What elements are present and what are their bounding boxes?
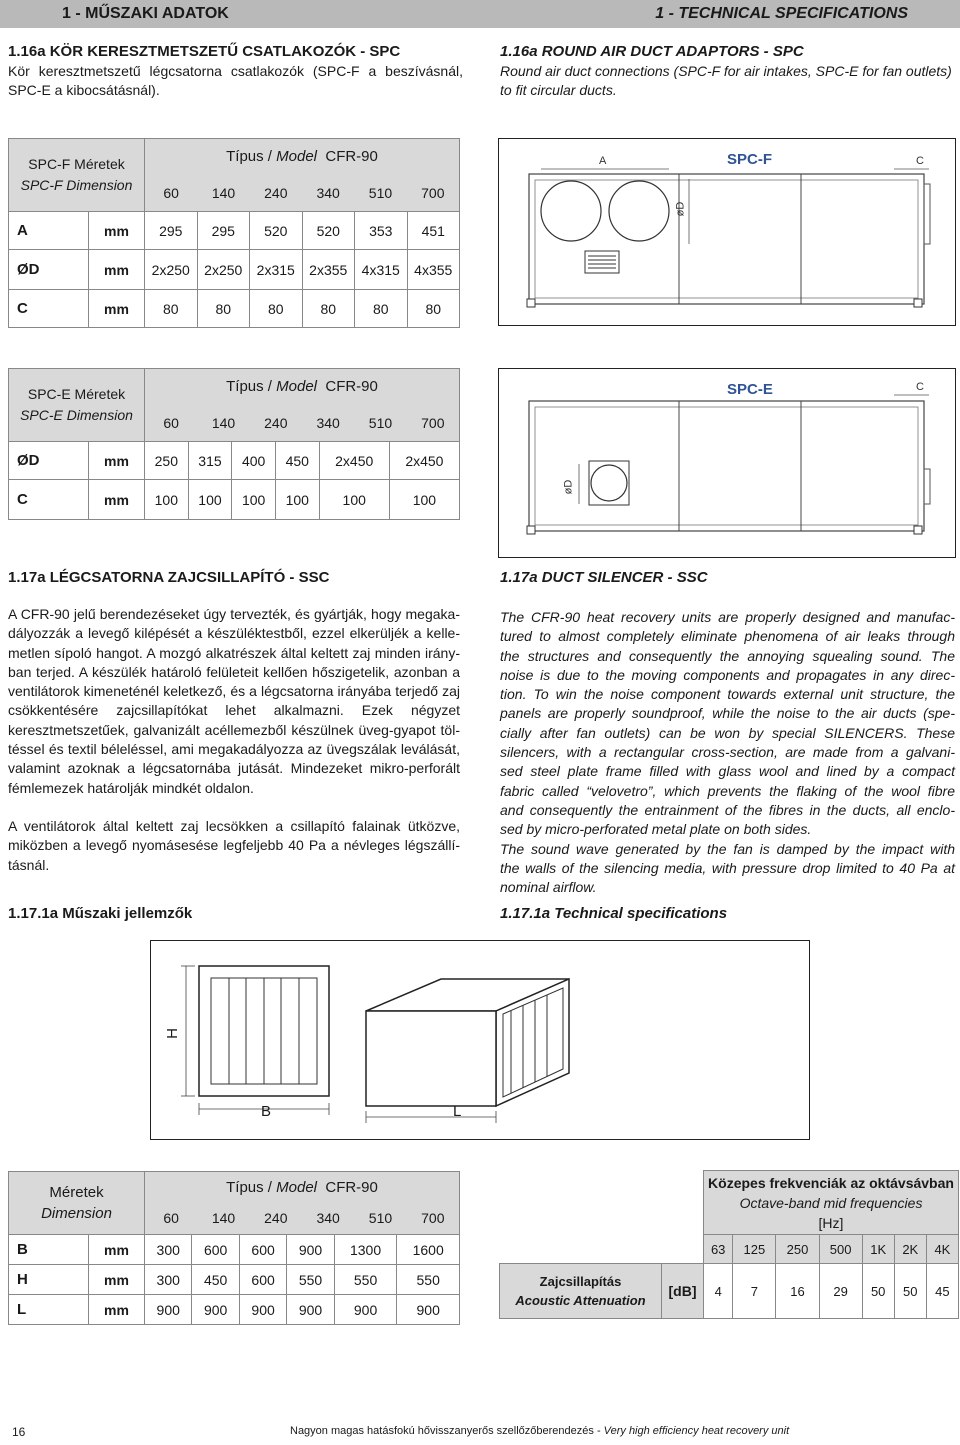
- dim-h-label: H: [163, 1028, 181, 1039]
- sec16-hu-line1: Kör keresztmetszetű légcsatorna csatlakozók (SPC-F a beszívásnál,: [8, 63, 463, 79]
- spce-tipus: Típus /: [226, 378, 272, 395]
- table-cell: 900: [192, 1295, 239, 1325]
- footer-en: Very high efficiency heat recovery unit: [603, 1425, 790, 1437]
- atten-value-row: [500, 1264, 959, 1319]
- spcf-table: [8, 138, 460, 328]
- text-line: csökkentésére zajcsillapítókat lehet alkalmazni. Ezek négyzet: [8, 702, 460, 719]
- page-number: 16: [12, 1425, 26, 1439]
- atten-label-hu: Zajcsillapítás: [539, 1274, 622, 1289]
- header-title-en: 1 - TECHNICAL SPECIFICATIONS: [655, 5, 908, 22]
- sec16-en-line2: to fit circular ducts.: [500, 82, 617, 99]
- spcf-hdr-en: SPC-F Dimension: [20, 177, 133, 193]
- text-line: metlen sípoló hangot. A mozgó alkatrészek által keltett zaj minden irány-: [8, 644, 460, 661]
- freq-cell: 250: [776, 1235, 819, 1264]
- text-line: fabric called “velovetro”, which prevents the flaking of the wool fibre: [500, 782, 955, 799]
- table-cell: 300: [145, 1265, 192, 1295]
- spcf-diagram: [498, 138, 956, 326]
- row-label: A: [9, 212, 89, 250]
- text-line: A CFR-90 jelű berendezéseket úgy tervezték, és gyártják, hogy megaka-: [8, 606, 460, 622]
- text-line: noise is due to the moving components and propagates in any direc-: [500, 666, 955, 683]
- spcf-model-cell: 140: [211, 185, 236, 201]
- row-label: C: [9, 480, 89, 520]
- table-cell: 80: [302, 290, 355, 328]
- row-unit: mm: [89, 250, 145, 290]
- dim-b-label: B: [261, 1103, 272, 1120]
- table-cell: 2x250: [145, 250, 198, 290]
- row-label: B: [9, 1235, 89, 1265]
- spce-model-cell: 510: [368, 415, 393, 431]
- spcf-row-a: [9, 212, 460, 250]
- dim-l-label: L: [453, 1103, 462, 1120]
- dim-od-label: øD: [562, 479, 575, 495]
- ssc-model-cell: 140: [211, 1210, 236, 1226]
- spce-table-corner: [9, 369, 145, 442]
- table-cell: 100: [188, 480, 232, 520]
- atten-cell: 45: [926, 1264, 958, 1319]
- table-cell: 100: [145, 480, 189, 520]
- spce-series: CFR-90: [325, 378, 378, 395]
- freq-cell: 500: [819, 1235, 862, 1264]
- table-cell: 900: [397, 1295, 460, 1325]
- ssc-tipus: Típus /: [226, 1179, 272, 1196]
- table-cell: 900: [145, 1295, 192, 1325]
- dim-a-label: A: [599, 155, 607, 167]
- spcf-row-c: [9, 290, 460, 328]
- spce-model-cell: 140: [211, 415, 236, 431]
- row-unit: mm: [89, 1265, 145, 1295]
- ssc-model: Model: [276, 1179, 318, 1196]
- atten-cell: 4: [704, 1264, 733, 1319]
- spcf-model-header: [145, 139, 460, 212]
- footer-hu: Nagyon magas hatásfokú hővisszanyerős szellőzőberendezés -: [290, 1425, 604, 1437]
- spcf-tipus: Típus /: [226, 148, 272, 165]
- table-cell: 900: [287, 1235, 334, 1265]
- freq-cell: 4K: [926, 1235, 958, 1264]
- attenuation-table: [499, 1170, 959, 1319]
- table-cell: 80: [355, 290, 408, 328]
- table-cell: 450: [192, 1265, 239, 1295]
- text-line: tured to almost completely eliminate phenomena of air leaks through: [500, 628, 955, 645]
- text-line: téssel és textil béleléssel, ami megakadályozza az üvegszálak leválását,: [8, 741, 460, 758]
- table-cell: 451: [407, 212, 460, 250]
- sec16-text-en: [500, 62, 955, 101]
- spce-diagram: [498, 368, 956, 558]
- text-line: the structures and consequently the annoying squealing sound. The: [500, 647, 955, 664]
- spce-model-cell: 60: [163, 415, 179, 431]
- spce-model-title: [145, 369, 459, 405]
- table-cell: 250: [145, 442, 189, 480]
- atten-hdr-hu: Közepes frekvenciák az oktávsávban: [708, 1174, 954, 1191]
- footer-text: [290, 1425, 789, 1437]
- table-cell: 80: [250, 290, 303, 328]
- text-line: tion. To win the noise component towards external unit structure, the: [500, 686, 955, 703]
- atten-hdr-en: Octave-band mid frequencies: [739, 1194, 923, 1211]
- spcf-model-title: [145, 139, 459, 175]
- text-line: The CFR-90 heat recovery units are properly designed and manufac-: [500, 609, 955, 625]
- text-line: nominal airflow.: [500, 879, 597, 896]
- sec17-text-hu: [8, 605, 460, 875]
- ssc-model-cell: 510: [368, 1210, 393, 1226]
- text-line: fémlemezek határolják mindkét oldalon.: [8, 779, 254, 796]
- row-unit: mm: [89, 290, 145, 328]
- text-line: panels are properly soundproof, while the noise to the air ducts (spe-: [500, 705, 955, 722]
- spcf-model: Model: [276, 148, 318, 165]
- table-cell: 900: [287, 1295, 334, 1325]
- atten-cell: 7: [733, 1264, 776, 1319]
- text-line: ban terjed. A készülék határoló felületeit kellően hőszigetelik, azonban a: [8, 663, 460, 680]
- ssc-series: CFR-90: [325, 1179, 378, 1196]
- row-label: C: [9, 290, 89, 328]
- ssc-hdr-hu: Méretek: [49, 1184, 104, 1201]
- spcf-table-corner: [9, 139, 145, 212]
- spcf-diagram-title: SPC-F: [727, 151, 772, 168]
- freq-cell: 1K: [862, 1235, 894, 1264]
- table-cell: 600: [192, 1235, 239, 1265]
- silencer-drawing: [150, 940, 810, 1140]
- table-cell: 900: [239, 1295, 286, 1325]
- table-cell: 353: [355, 212, 408, 250]
- atten-blank: [662, 1171, 704, 1264]
- dim-c-label: C: [916, 155, 924, 167]
- spce-row-c: [9, 480, 460, 520]
- row-label: ØD: [9, 250, 89, 290]
- ssc-model-cell: 60: [163, 1210, 179, 1226]
- freq-cell: 125: [733, 1235, 776, 1264]
- table-cell: 80: [407, 290, 460, 328]
- table-cell: 300: [145, 1235, 192, 1265]
- ssc-model-cell: 340: [316, 1210, 340, 1226]
- spcf-model-cell: 240: [264, 185, 288, 201]
- atten-cell: 16: [776, 1264, 819, 1319]
- spcf-row-d: [9, 250, 460, 290]
- table-cell: 900: [334, 1295, 397, 1325]
- atten-header: [704, 1171, 959, 1235]
- text-line: keresztmetszetűek, galvanizált acéllemezből készülnek üveg-gyapot töl-: [8, 721, 460, 738]
- text-line: the walls of the silencing media, with pressure drop limited to 40 Pa at: [500, 859, 955, 876]
- sec17-title-hu: 1.17a LÉGCSATORNA ZAJCSILLAPÍTÓ - SSC: [8, 569, 330, 586]
- atten-unit: [dB]: [662, 1264, 704, 1319]
- spce-diagram-title: SPC-E: [727, 381, 773, 398]
- table-cell: 315: [188, 442, 232, 480]
- spcf-model-cell: 60: [163, 185, 179, 201]
- ssc-model-title: [145, 1172, 459, 1203]
- sec16-text-hu: [8, 62, 463, 101]
- spce-model: Model: [276, 378, 318, 395]
- text-line: sed by micro-perforated metal plate on both sides.: [500, 821, 812, 838]
- ssc-row-h: [9, 1265, 460, 1295]
- text-line: tásnál.: [8, 856, 50, 873]
- atten-label: [500, 1264, 662, 1319]
- spce-model-cell: 700: [421, 415, 445, 431]
- atten-blank: [500, 1171, 662, 1264]
- table-cell: 100: [275, 480, 319, 520]
- table-cell: 100: [389, 480, 459, 520]
- table-cell: 600: [239, 1265, 286, 1295]
- dim-c-label: C: [916, 381, 924, 393]
- table-cell: 1600: [397, 1235, 460, 1265]
- ssc-hdr-en: Dimension: [41, 1205, 112, 1222]
- spcf-model-cell: 700: [421, 185, 445, 201]
- spce-model-cell: 240: [264, 415, 288, 431]
- table-cell: 2x450: [389, 442, 459, 480]
- atten-label-en: Acoustic Attenuation: [515, 1293, 646, 1308]
- table-cell: 550: [397, 1265, 460, 1295]
- spcf-model-cell: 510: [368, 185, 393, 201]
- text-line: A ventilátorok által keltett zaj lecsökken a csillapító falainak ütközve,: [8, 817, 460, 834]
- table-cell: 2x250: [197, 250, 250, 290]
- sec16-title-en: 1.16a ROUND AIR DUCT ADAPTORS - SPC: [500, 43, 804, 60]
- text-line: silencers, with a rectangular cross-section, are made from a galvani-: [500, 744, 955, 761]
- table-cell: 550: [287, 1265, 334, 1295]
- spce-model-row: [145, 405, 459, 441]
- table-cell: 520: [250, 212, 303, 250]
- spce-model-header: [145, 369, 460, 442]
- ssc-row-l: [9, 1295, 460, 1325]
- row-unit: mm: [89, 212, 145, 250]
- text-line: miközben a levegő nyomásesése legfeljebb 40 Pa a névleges légszállí-: [8, 837, 460, 854]
- spce-row-d: [9, 442, 460, 480]
- ssc-row-b: [9, 1235, 460, 1265]
- table-cell: 450: [275, 442, 319, 480]
- sec17-sub-hu: 1.17.1a Műszaki jellemzők: [8, 905, 193, 922]
- ssc-table: [8, 1171, 460, 1325]
- sec17-text-en: [500, 608, 955, 897]
- text-line: sed steel plate frame filled with glass wool and lined by a compact: [500, 763, 955, 780]
- table-cell: 80: [197, 290, 250, 328]
- dim-od-label: øD: [674, 201, 687, 217]
- atten-hdr-hz: [Hz]: [818, 1214, 844, 1231]
- atten-cell: 29: [819, 1264, 862, 1319]
- spce-hdr-hu: SPC-E Méretek: [27, 386, 126, 402]
- table-cell: 2x315: [250, 250, 303, 290]
- text-line: dályozzák a levegő kilépését a készüléktestből, ezzel elkerüljék a kelle-: [8, 625, 460, 642]
- spce-table: [8, 368, 460, 520]
- header-title-hu: 1 - MŰSZAKI ADATOK: [62, 5, 229, 22]
- table-cell: 100: [319, 480, 389, 520]
- table-cell: 400: [232, 442, 276, 480]
- silencer-svg: [151, 941, 808, 1138]
- table-cell: 600: [239, 1235, 286, 1265]
- ssc-model-row: [145, 1203, 459, 1234]
- table-cell: 4x355: [407, 250, 460, 290]
- ssc-model-cell: 240: [264, 1210, 288, 1226]
- row-unit: mm: [89, 442, 145, 480]
- row-unit: mm: [89, 480, 145, 520]
- row-label: L: [9, 1295, 89, 1325]
- row-label: ØD: [9, 442, 89, 480]
- spce-model-cell: 340: [316, 415, 340, 431]
- text-line: cially after fan outlets) can be won by special SILENCERS. These: [500, 724, 955, 741]
- table-cell: 2x355: [302, 250, 355, 290]
- sec16-en-line1: Round air duct connections (SPC-F for air intakes, SPC-E for fan outlets): [500, 63, 952, 79]
- row-label: H: [9, 1265, 89, 1295]
- text-line: ventilátorok kimeneténél keletkező, és a légcsatorna irányába terjedő zaj: [8, 683, 460, 700]
- table-cell: 550: [334, 1265, 397, 1295]
- spcf-model-row: [145, 175, 459, 211]
- sec16-hu-line2: SPC-E a kibocsátásnál).: [8, 82, 160, 99]
- table-cell: 2x450: [319, 442, 389, 480]
- sec17-sub-en: 1.17.1a Technical specifications: [500, 905, 728, 922]
- text-line: and consequently the entrainment of the fibres in the ducts, all enclo-: [500, 801, 955, 818]
- table-cell: 520: [302, 212, 355, 250]
- freq-cell: 2K: [894, 1235, 926, 1264]
- table-cell: 4x315: [355, 250, 408, 290]
- table-cell: 295: [145, 212, 198, 250]
- spce-hdr-en: SPC-E Dimension: [20, 407, 133, 423]
- freq-cell: 63: [704, 1235, 733, 1264]
- table-cell: 295: [197, 212, 250, 250]
- table-cell: 80: [145, 290, 198, 328]
- atten-cell: 50: [862, 1264, 894, 1319]
- sec16-title-hu: 1.16a KÖR KERESZTMETSZETŰ CSATLAKOZÓK - SPC: [8, 43, 401, 60]
- text-line: valamint azoknak a légcsatornába jutását. Mindezeket mikro-perforált: [8, 760, 460, 777]
- text-line: The sound wave generated by the fan is damped by the impact with: [500, 840, 955, 857]
- ssc-model-header: [145, 1172, 460, 1235]
- row-unit: mm: [89, 1295, 145, 1325]
- spcf-hdr-hu: SPC-F Méretek: [28, 156, 125, 172]
- atten-cell: 50: [894, 1264, 926, 1319]
- sec17-title-en: 1.17a DUCT SILENCER - SSC: [500, 569, 708, 586]
- ssc-table-corner: [9, 1172, 145, 1235]
- table-cell: 100: [232, 480, 276, 520]
- ssc-model-cell: 700: [421, 1210, 445, 1226]
- table-cell: 1300: [334, 1235, 397, 1265]
- spcf-model-cell: 340: [316, 185, 340, 201]
- row-unit: mm: [89, 1235, 145, 1265]
- spcf-series: CFR-90: [325, 148, 378, 165]
